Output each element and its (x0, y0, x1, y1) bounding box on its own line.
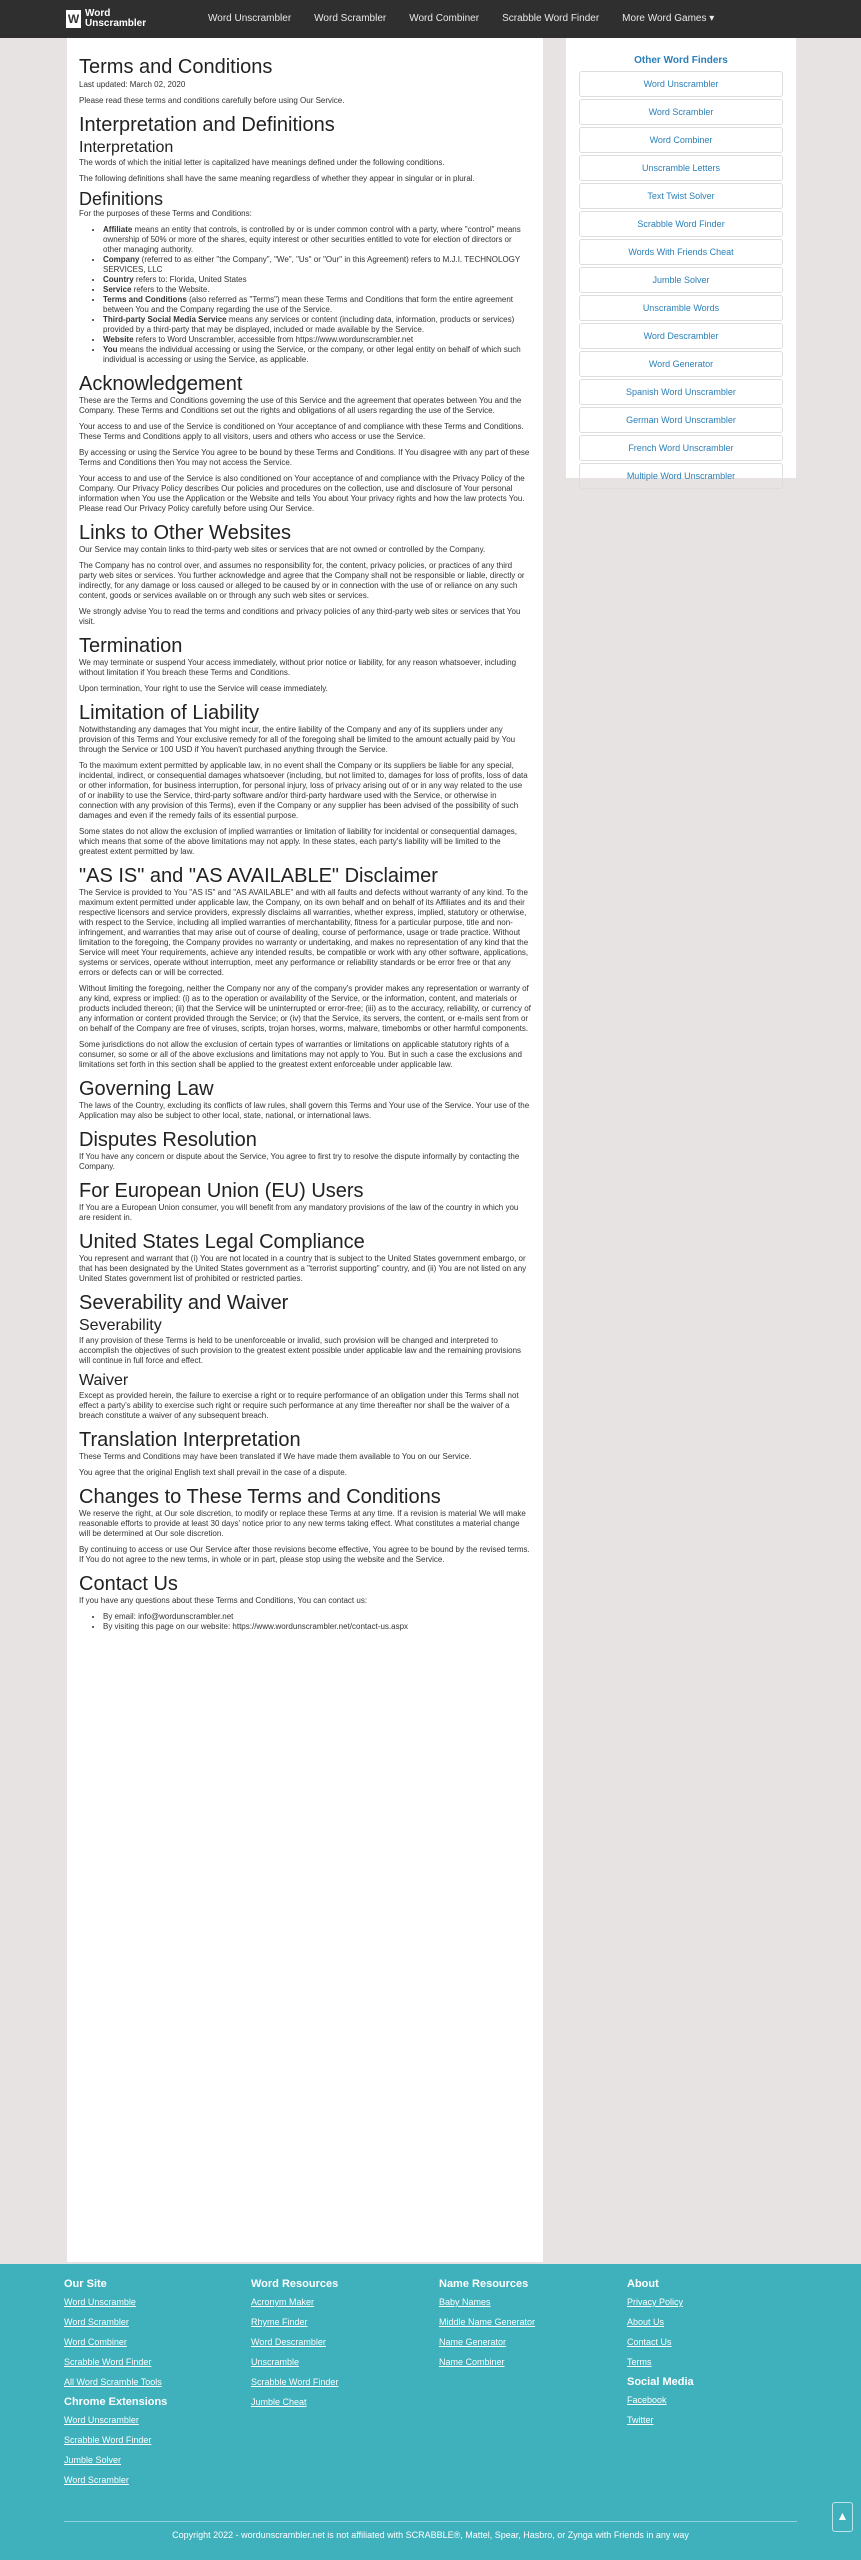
paragraph: These are the Terms and Conditions governing the use of this Service and the agreement that operates between You and the Company. These Terms and Conditions set out the rights and obligations of all users regarding the use of the Service. (79, 396, 522, 415)
site-logo[interactable] (66, 7, 146, 31)
footer-link[interactable]: Word Descrambler (251, 2337, 326, 2347)
heading-acknowledgement: Acknowledgement (79, 373, 243, 395)
paragraph: Upon termination, Your right to use the Service will cease immediately. (79, 684, 328, 693)
footer-link[interactable]: Scrabble Word Finder (251, 2377, 339, 2387)
paragraph: If You have any concern or dispute about the Service, You agree to first try to resolve the dispute informally by contacting the Company. (79, 1152, 520, 1171)
footer-col-word-resources (251, 2278, 338, 2416)
footer-link[interactable]: Word Scrambler (64, 2317, 129, 2327)
sidebar-item[interactable]: Unscramble Words (579, 295, 783, 321)
paragraph: By continuing to access or use Our Service after those revisions become effective, You agree to be bound by the revised terms. If You do not agree to the new terms, in whole or in part, please stop using the website and the Service. (79, 1545, 530, 1564)
footer-link-facebook[interactable]: Facebook (627, 2395, 667, 2405)
list-item: • Service refers to the Website. (103, 285, 531, 295)
footer-link[interactable]: All Word Scramble Tools (64, 2377, 162, 2387)
footer-col-name-resources (439, 2278, 535, 2376)
paragraph: To the maximum extent permitted by applicable law, in no event shall the Company or its suppliers be liable for any special, incidental, indirect, or consequential damages whatsoever (including, but not limited to, damages for loss of profits, loss of data or other information, for business interruption, for personal injury, loss of privacy arising out of or in any way related to the use of or inability to use the Service, third-party software and/or third-party hardware used with the Service, or otherwise in connection with any provision of this Terms), even if the Company or any supplier has been advised of the possibility of such damages and even if the remedy fails of its essential purpose. (79, 761, 528, 820)
footer-link[interactable]: Scrabble Word Finder (64, 2435, 152, 2445)
terms-content (67, 38, 543, 2262)
paragraph: We strongly advise You to read the terms and conditions and privacy policies of any third-party web sites or services that You visit. (79, 607, 521, 626)
sidebar-item[interactable]: Word Scrambler (579, 99, 783, 125)
heading-interpretation-definitions: Interpretation and Definitions (79, 114, 335, 136)
paragraph: Notwithstanding any damages that You might incur, the entire liability of the Company and any of its suppliers under any provision of this Terms and Your exclusive remedy for all of the foregoing shall be limited to the amount actually paid by You through the Service or 100 USD if You haven't purchased anything through the Service. (79, 725, 516, 754)
sidebar-title: Other Word Finders (634, 55, 728, 66)
heading-as-is: "AS IS" and "AS AVAILABLE" Disclaimer (79, 865, 438, 887)
site-footer (0, 2264, 861, 2560)
nav-links (208, 0, 737, 38)
sidebar-item[interactable]: German Word Unscrambler (579, 407, 783, 433)
footer-link[interactable]: Jumble Solver (64, 2455, 122, 2465)
paragraph: Some jurisdictions do not allow the exclusion of certain types of warranties or limitations on applicable statutory rights of a consumer, so some or all of the above exclusions and limitations may not apply to You. But in such a case the exclusions and limitations set forth in this section shall be applied to the greatest extent enforceable under applicable law. (79, 1040, 522, 1069)
intro-text: Please read these terms and conditions carefully before using Our Service. (79, 96, 345, 105)
list-item: • Website refers to Word Unscrambler, accessible from https://www.wordunscrambler.net (103, 335, 531, 345)
definitions-list (79, 225, 531, 365)
heading-links: Links to Other Websites (79, 522, 291, 544)
heading-eu-users: For European Union (EU) Users (79, 1180, 364, 1202)
contact-page: • By visiting this page on our website: https://www.wordunscrambler.net/contact-us.aspx (103, 1622, 531, 1632)
paragraph: By accessing or using the Service You agree to be bound by these Terms and Conditions. If You disagree with any part of these Terms and Conditions then You may not access the Service. (79, 448, 530, 467)
paragraph: The Company has no control over, and assumes no responsibility for, the content, privacy policies, or practices of any third party web sites or services. You further acknowledge and agree that the Company shall not be responsible or liable, directly or indirectly, for any damage or loss caused or alleged to be caused by or in connection with the use of or reliance on any such content, goods or services available on or through any such web sites or services. (79, 561, 525, 600)
footer-link[interactable]: Scrabble Word Finder (64, 2357, 152, 2367)
footer-link[interactable]: Word Unscramble (64, 2297, 136, 2307)
heading-termination: Termination (79, 635, 183, 657)
footer-heading: Name Resources (439, 2278, 529, 2290)
top-navbar (0, 0, 861, 38)
paragraph: Your access to and use of the Service is conditioned on Your acceptance of and compliance with these Terms and Conditions. These Terms and Conditions apply to all visitors, users and others who access or use the Service. (79, 422, 524, 441)
paragraph: Our Service may contain links to third-party web sites or services that are not owned or controlled by the Company. (79, 545, 486, 554)
footer-link[interactable]: Word Combiner (64, 2337, 127, 2347)
copyright: Copyright 2022 - wordunscrambler.net is not affiliated with SCRABBLE®, Mattel, Spear, Hasbro, or Zynga with Friends in any way (172, 2530, 689, 2540)
footer-col-our-site (64, 2278, 167, 2494)
footer-link[interactable]: Name Combiner (439, 2357, 505, 2367)
paragraph: If any provision of these Terms is held to be unenforceable or invalid, such provision will be changed and interpreted to accomplish the objectives of such provision to the greatest extent possible under applicable law and the remaining provisions will continue in full force and effect. (79, 1336, 522, 1365)
heading-translation: Translation Interpretation (79, 1429, 301, 1451)
heading-disputes: Disputes Resolution (79, 1129, 257, 1151)
footer-col-about (627, 2278, 694, 2434)
paragraph: Some states do not allow the exclusion of implied warranties or limitation of liability for incidental or consequential damages, which means that some of the above limitations may not apply. In these states, each party's liability will be limited to the greatest extent permitted by law. (79, 827, 518, 856)
heading-contact: Contact Us (79, 1573, 178, 1595)
heading-changes: Changes to These Terms and Conditions (79, 1486, 441, 1508)
footer-divider (64, 2521, 797, 2522)
sidebar-item[interactable]: Word Combiner (579, 127, 783, 153)
footer-link[interactable]: Rhyme Finder (251, 2317, 308, 2327)
logo-text: Word Unscrambler (85, 8, 147, 29)
paragraph: You represent and warrant that (i) You are not located in a country that is subject to the United States government embargo, or that has been designated by the United States government as a "terrorist supporting" country, and (ii) You are not listed on any United States government list of prohibited or restricted parties. (79, 1254, 527, 1283)
list-item: • Terms and Conditions (also referred as "Terms") mean these Terms and Conditions that form the entire agreement between You and the Company regarding the use of the Service. (103, 295, 531, 315)
footer-link[interactable]: Middle Name Generator (439, 2317, 536, 2327)
sidebar-item[interactable]: Unscramble Letters (579, 155, 783, 181)
list-item: • Third-party Social Media Service means any services or content (including data, information, products or services) provided by a third-party that may be displayed, included or made available by the Service. (103, 315, 531, 335)
footer-link[interactable]: Privacy Policy (627, 2297, 684, 2307)
paragraph: The laws of the Country, excluding its conflicts of law rules, shall govern this Terms and Your use of the Service. Your use of the Application may also be subject to other local, state, national, or international laws. (79, 1101, 530, 1120)
footer-link[interactable]: Word Unscrambler (64, 2415, 139, 2425)
heading-waiver: Waiver (79, 1372, 129, 1389)
paragraph: Except as provided herein, the failure to exercise a right or to require performance of an obligation under this Terms shall not effect a party's ability to exercise such right or require such performance at any time thereafter nor shall be the waiver of a breach constitute a waiver of any subsequent breach. (79, 1391, 519, 1420)
footer-heading: Our Site (64, 2278, 107, 2290)
paragraph: Without limiting the foregoing, neither the Company nor any of the company's provider makes any representation or warranty of any kind, express or implied: (i) as to the operation or availability of the Service, or the information, content, and materials or products included thereon; (ii) that the Service will be uninterrupted or error-free; (iii) as to the accuracy, reliability, or currency of any information or content provided through the Service; or (iv) that the Service, its servers, the content, or e-mails sent from or on behalf of the Company are free of viruses, scripts, trojan horses, worms, malware, timebombs or other harmful components. (79, 984, 531, 1033)
footer-link-twitter[interactable]: Twitter (627, 2415, 654, 2425)
sidebar-item[interactable]: Word Generator (579, 351, 783, 377)
nav-word-scrambler[interactable]: Word Scrambler (314, 13, 387, 24)
sidebar-item[interactable]: Jumble Solver (579, 267, 783, 293)
footer-link[interactable]: Unscramble (251, 2357, 300, 2367)
paragraph: Your access to and use of the Service is also conditioned on Your acceptance of and compliance with the Privacy Policy of the Company. Our Privacy Policy describes Our policies and procedures on the collection, use and disclosure of Your personal information when You use the Application or the Website and tells You about Your privacy rights and how the law protects You. Please read Our Privacy Policy carefully before using Our Service. (79, 474, 525, 513)
heading-interpretation: Interpretation (79, 139, 174, 156)
list-item: • You means the individual accessing or using the Service, or the company, or other legal entity on behalf of which such individual is accessing or using the Service, as applicable. (103, 345, 531, 365)
heading-severability: Severability (79, 1317, 162, 1334)
sidebar-item[interactable]: Spanish Word Unscrambler (579, 379, 783, 405)
paragraph: You agree that the original English text shall prevail in the case of a dispute. (79, 1468, 347, 1477)
heading-limitation: Limitation of Liability (79, 702, 260, 724)
footer-link[interactable]: Jumble Cheat (251, 2397, 307, 2407)
nav-word-unscrambler[interactable]: Word Unscrambler (208, 13, 292, 24)
heading-us-compliance: United States Legal Compliance (79, 1231, 365, 1253)
paragraph: The Service is provided to You "AS IS" and "AS AVAILABLE" and with all faults and defects without warranty of any kind. To the maximum extent permitted under applicable law, the Company, on its own behalf and on behalf of its Affiliates and its and their respective licensors and service providers, expressly disclaims all warranties, whether express, implied, statutory or otherwise, with respect to the Service, including all implied warranties of merchantability, fitness for a particular purpose, title and non-infringement, and warranties that may arise out of course of dealing, course of performance, usage or trade practice. Without limitation to the foregoing, the Company provides no warranty or undertaking, and makes no representation of any kind that the Service will meet Your requirements, achieve any intended results, be compatible or work with any other software, applications, systems or services, operate without interruption, meet any performance or reliability standards or be error free or that any errors or defects can or will be corrected. (79, 888, 529, 977)
list-item: • Country refers to: Florida, United States (103, 275, 531, 285)
list-item: • Affiliate means an entity that controls, is controlled by or is under common control with a party, where "control" means ownership of 50% or more of the shares, equity interest or other securities entitled to vote for election of directors or other managing authority. (103, 225, 531, 255)
back-to-top-icon[interactable]: ▲ (832, 2502, 853, 2532)
contact-email: • By email: info@wordunscrambler.net (103, 1612, 531, 1622)
paragraph: If You are a European Union consumer, you will benefit from any mandatory provisions of the law of the country in which you are resident in. (79, 1203, 519, 1222)
sidebar-item[interactable]: Scrabble Word Finder (579, 211, 783, 237)
list-item: • Company (referred to as either "the Company", "We", "Us" or "Our" in this Agreement) refers to M.J.I. TECHNOLOGY SERVICES, LLC (103, 255, 531, 275)
footer-heading: Chrome Extensions (64, 2396, 168, 2408)
paragraph: The words of which the initial letter is capitalized have meanings defined under the following conditions. (79, 158, 445, 167)
footer-link[interactable]: Terms (627, 2357, 652, 2367)
sidebar-item[interactable]: Multiple Word Unscrambler (579, 463, 783, 489)
paragraph: For the purposes of these Terms and Conditions: (79, 209, 252, 218)
paragraph: We may terminate or suspend Your access immediately, without prior notice or liability, for any reason whatsoever, including without limitation if You breach these Terms and Conditions. (79, 658, 517, 677)
last-updated: Last updated: March 02, 2020 (79, 80, 186, 89)
sidebar-item[interactable]: Text Twist Solver (579, 183, 783, 209)
heading-governing-law: Governing Law (79, 1078, 214, 1100)
footer-heading: Word Resources (251, 2278, 339, 2290)
footer-link[interactable]: Baby Names (439, 2297, 491, 2307)
heading-severability-waiver: Severability and Waiver (79, 1292, 289, 1314)
footer-heading: About (627, 2278, 659, 2290)
sidebar-item[interactable]: French Word Unscrambler (579, 435, 783, 461)
nav-more-word-games-dropdown[interactable]: More Word Games ▾ (622, 13, 715, 24)
footer-link[interactable]: Word Scrambler (64, 2475, 129, 2485)
paragraph: The following definitions shall have the same meaning regardless of whether they appear in singular or in plural. (79, 174, 475, 183)
paragraph: If you have any questions about these Terms and Conditions, You can contact us: (79, 1596, 368, 1605)
paragraph: These Terms and Conditions may have been translated if We have made them available to You on our Service. (79, 1452, 472, 1461)
footer-link[interactable]: About Us (627, 2317, 665, 2327)
contact-list (79, 1612, 531, 1632)
footer-link[interactable]: Contact Us (627, 2337, 672, 2347)
paragraph: We reserve the right, at Our sole discretion, to modify or replace these Terms at any time. If a revision is material We will make reasonable efforts to provide at least 30 days' notice prior to any new terms taking effect. What constitutes a material change will be determined at Our sole discretion. (79, 1509, 526, 1538)
heading-definitions: Definitions (79, 189, 164, 209)
sidebar-other-word-finders (566, 38, 796, 481)
footer-link[interactable]: Name Generator (439, 2337, 507, 2347)
sidebar-item[interactable]: Word Unscrambler (579, 71, 783, 97)
footer-heading: Social Media (627, 2376, 694, 2388)
nav-scrabble-word-finder[interactable]: Scrabble Word Finder (502, 13, 600, 24)
page-title: Terms and Conditions (79, 56, 273, 78)
nav-word-combiner[interactable]: Word Combiner (409, 13, 480, 24)
sidebar-item[interactable]: Word Descrambler (579, 323, 783, 349)
footer-link[interactable]: Acronym Maker (251, 2297, 315, 2307)
logo-mark: W (67, 12, 80, 26)
sidebar-item[interactable]: Words With Friends Cheat (579, 239, 783, 265)
